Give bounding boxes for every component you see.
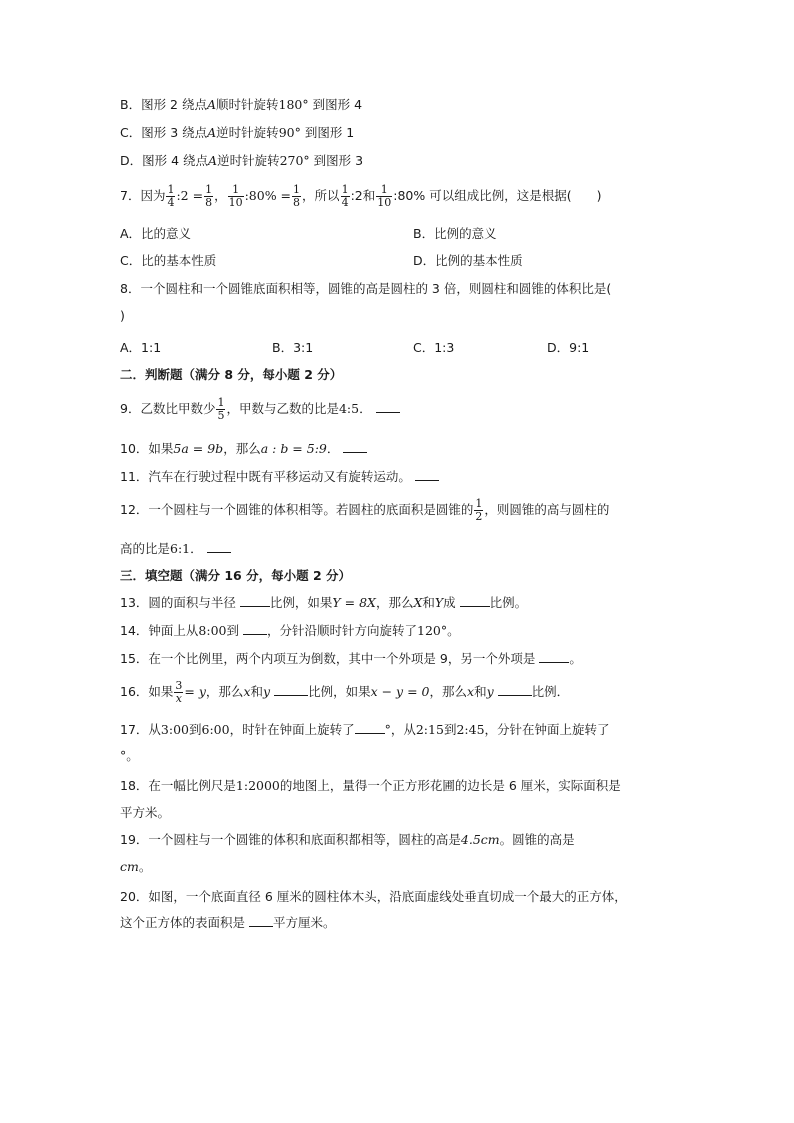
q17-text: ，分针在钟面上旋转了 <box>484 722 610 737</box>
numerator: 1 <box>475 497 483 510</box>
variable-y: y <box>486 684 494 699</box>
q13-text: 和 <box>422 595 435 610</box>
q16-text: 比例． <box>531 684 570 699</box>
q6-b-angle: 180° <box>278 97 309 112</box>
q7-option-a[interactable]: A．比的意义 <box>120 226 192 241</box>
q14-time: 8:00 <box>198 623 227 638</box>
q6-c-direction: 逆时针旋转 <box>216 125 279 140</box>
q18 <box>120 778 621 794</box>
q19-text: 19．一个圆柱与一个圆锥的体积和底面积都相等，圆柱的高是 <box>120 832 461 847</box>
q9-period: ． <box>359 401 372 416</box>
q6-c-text: C．图形 3 绕点 <box>120 125 208 140</box>
fraction <box>204 184 213 209</box>
denominator: 5 <box>217 409 225 422</box>
q13-text: 13．圆的面积与半径 <box>120 595 236 610</box>
answer-blank[interactable] <box>498 685 532 696</box>
q9-ratio: 4:5 <box>338 401 360 416</box>
section-3-title: 三．填空题（满分 16 分，每小题 2 分） <box>120 568 352 583</box>
q8-option-c[interactable]: C．1:3 <box>413 340 455 355</box>
q8-option-d[interactable]: D．9:1 <box>547 340 590 355</box>
answer-blank[interactable] <box>207 542 231 553</box>
q19-height: 4.5cm <box>460 832 500 847</box>
q12-cont <box>120 541 231 557</box>
q9-text: 9．乙数比甲数少 <box>120 401 216 416</box>
denominator: 2 <box>475 510 483 523</box>
q12-ratio: 6:1 <box>170 541 191 556</box>
fraction <box>216 397 225 422</box>
q16-text: 和 <box>474 684 487 699</box>
fraction <box>474 498 483 523</box>
q7-text: ，所以 <box>302 188 340 203</box>
q17 <box>120 722 610 738</box>
denominator: 4 <box>167 196 175 209</box>
q7-text: 7．因为 <box>120 188 166 203</box>
q16-equation: x − y = 0 <box>370 684 430 699</box>
q11-text: 11．汽车在行驶过程中既有平移运动又有旋转运动。 <box>120 469 411 484</box>
q13-equation: Y = 8X <box>332 595 376 610</box>
fraction <box>174 680 183 705</box>
q15-period: 。 <box>569 651 582 666</box>
q19-cont <box>120 859 151 875</box>
answer-blank[interactable] <box>343 442 367 453</box>
q19-period: 。 <box>138 859 152 874</box>
q7-ratio: :80% = <box>244 188 292 203</box>
q13-text: 比例。 <box>489 595 528 610</box>
q7-text: :2和 <box>350 188 376 203</box>
q7-option-c[interactable]: C．比的基本性质 <box>120 253 217 268</box>
q10-equation: 5a = 9b <box>173 441 224 456</box>
q12-text: ，则圆锥的高与圆柱的 <box>484 502 610 517</box>
q7-option-b[interactable]: B．比例的意义 <box>413 226 497 241</box>
q16-text: 和 <box>250 684 264 699</box>
variable-y: y <box>263 684 271 699</box>
q6-d-direction: 逆时针旋转 <box>217 153 280 168</box>
answer-blank[interactable] <box>460 596 490 607</box>
q14-text: ，分针沿顺时针方向旋转了 <box>266 623 417 638</box>
q10-text: ，那么 <box>223 441 261 456</box>
q6-d-target: 到图形 3 <box>309 153 364 168</box>
variable-y: Y <box>434 595 444 610</box>
variable-x: X <box>413 595 423 610</box>
q14 <box>120 623 460 639</box>
q17-text: 到 <box>443 722 457 737</box>
q18-text: 的地图上，量得一个正方形花圃的边长是 6 厘米，实际面积是 <box>279 778 621 793</box>
q16-text: ，那么 <box>205 684 244 699</box>
fraction <box>166 184 175 209</box>
q12-text: 12．一个圆柱与一个圆锥的体积相等。若圆柱的底面积是圆锥的 <box>120 502 474 517</box>
q6-c-target: 到图形 1 <box>300 125 355 140</box>
answer-blank[interactable] <box>355 723 385 734</box>
q17-time: 2:45 <box>456 722 485 737</box>
q9 <box>120 394 400 424</box>
variable-x: x <box>467 684 475 699</box>
q16-text: 16．如果 <box>120 684 174 699</box>
q6-b-target: 到图形 4 <box>308 97 363 112</box>
q14-text: 到 <box>226 623 239 638</box>
q8-option-b[interactable]: B．3:1 <box>272 340 314 355</box>
answer-blank[interactable] <box>539 652 569 663</box>
numerator: 1 <box>217 396 225 409</box>
q10-ratio: a : b = 5:9 <box>260 441 327 456</box>
q7-text: :80% 可以组成比例，这是根据( ) <box>393 188 602 203</box>
q14-angle: 120° <box>417 623 448 638</box>
q10 <box>120 441 367 457</box>
q17-time: 2:15 <box>415 722 444 737</box>
denominator: 8 <box>205 196 213 209</box>
q10-period: ． <box>326 441 340 456</box>
q14-text: 。 <box>447 623 460 638</box>
point-a: A <box>207 125 217 140</box>
q19 <box>120 832 575 848</box>
denominator: 10 <box>228 196 243 209</box>
answer-blank[interactable] <box>376 402 400 413</box>
q8-stem-cont: ) <box>120 308 125 323</box>
section-2-title: 二．判断题（满分 8 分，每小题 2 分） <box>120 367 343 382</box>
q20: 20．如图，一个底面直径 6 厘米的圆柱体木头，沿底面虚线处垂直切成一个最大的正方体， <box>120 889 627 904</box>
q6-c-angle: 90° <box>278 125 301 140</box>
q20-cont <box>120 915 336 931</box>
q7-comma: ， <box>214 188 227 203</box>
q12 <box>120 495 609 525</box>
q6-option-d <box>120 153 363 169</box>
q11 <box>120 469 439 485</box>
denominator: x <box>175 692 183 705</box>
fraction <box>376 184 392 209</box>
q6-option-c <box>120 125 354 141</box>
answer-blank[interactable] <box>249 916 273 927</box>
answer-blank[interactable] <box>240 596 270 607</box>
q16 <box>120 677 569 707</box>
fraction <box>341 184 350 209</box>
denominator: 4 <box>341 196 349 209</box>
numerator: 1 <box>293 183 301 196</box>
q13 <box>120 595 527 611</box>
q16-text: 比例，如果 <box>308 684 371 699</box>
q20-text: 这个正方体的表面积是 <box>120 915 246 930</box>
q17-text: 17．从 <box>120 722 161 737</box>
q17-text: 到 <box>188 722 202 737</box>
q17-time: 3:00 <box>160 722 189 737</box>
q18-scale: 1:2000 <box>235 778 280 793</box>
answer-blank[interactable] <box>274 685 308 696</box>
q13-text: ，那么 <box>375 595 414 610</box>
point-a: A <box>206 97 217 112</box>
denominator: 8 <box>293 196 301 209</box>
q17-text: °，从 <box>384 722 416 737</box>
numerator: 1 <box>205 183 213 196</box>
q16-text: ，那么 <box>429 684 467 699</box>
q8-option-a[interactable]: A．1:1 <box>120 340 162 355</box>
q16-equation: = y <box>184 684 206 699</box>
q17-text: ，时针在钟面上旋转了 <box>229 722 355 737</box>
q15-text: 15．在一个比例里，两个内项互为倒数，其中一个外项是 9，另一个外项是 <box>120 651 536 666</box>
q6-b-direction: 顺时针旋转 <box>216 97 279 112</box>
denominator: 10 <box>377 196 392 209</box>
q6-option-b <box>120 97 362 113</box>
q19-text: 。圆锥的高是 <box>499 832 575 847</box>
numerator: 3 <box>175 679 183 692</box>
q20-text: 平方厘米。 <box>273 915 336 930</box>
q15 <box>120 651 582 667</box>
numerator: 1 <box>167 183 175 196</box>
fraction <box>292 184 301 209</box>
q17-cont: °。 <box>120 748 139 763</box>
q13-text: 比例，如果 <box>269 595 333 610</box>
q7-option-d[interactable]: D．比例的基本性质 <box>413 253 523 268</box>
q12-period: ． <box>190 541 203 556</box>
q8-stem: 8．一个圆柱和一个圆锥底面积相等，圆锥的高是圆柱的 3 倍，则圆柱和圆锥的体积比是( <box>120 281 612 296</box>
numerator: 1 <box>228 184 244 197</box>
q18-text: 18．在一幅比例尺是 <box>120 778 236 793</box>
q6-b-text: B．图形 2 绕点 <box>120 97 207 112</box>
q9-text: ，甲数与乙数的比是 <box>226 401 339 416</box>
q13-text: 成 <box>443 595 456 610</box>
variable-x: x <box>243 684 251 699</box>
answer-blank[interactable] <box>415 470 439 481</box>
q6-d-text: D．图形 4 绕点 <box>120 153 209 168</box>
numerator: 1 <box>341 183 349 196</box>
q18-cont: 平方米。 <box>120 805 171 820</box>
numerator: 1 <box>376 184 392 197</box>
answer-blank[interactable] <box>243 624 267 635</box>
q7-ratio: :2 = <box>176 188 204 203</box>
q19-unit: cm <box>120 859 139 874</box>
q6-d-angle: 270° <box>279 153 310 168</box>
q14-text: 14．钟面上从 <box>120 623 199 638</box>
fraction <box>228 184 244 209</box>
q10-text: 10．如果 <box>120 441 174 456</box>
q12-text: 高的比是 <box>120 541 171 556</box>
q7-stem <box>120 181 601 211</box>
point-a: A <box>208 153 218 168</box>
q17-time: 6:00 <box>201 722 230 737</box>
